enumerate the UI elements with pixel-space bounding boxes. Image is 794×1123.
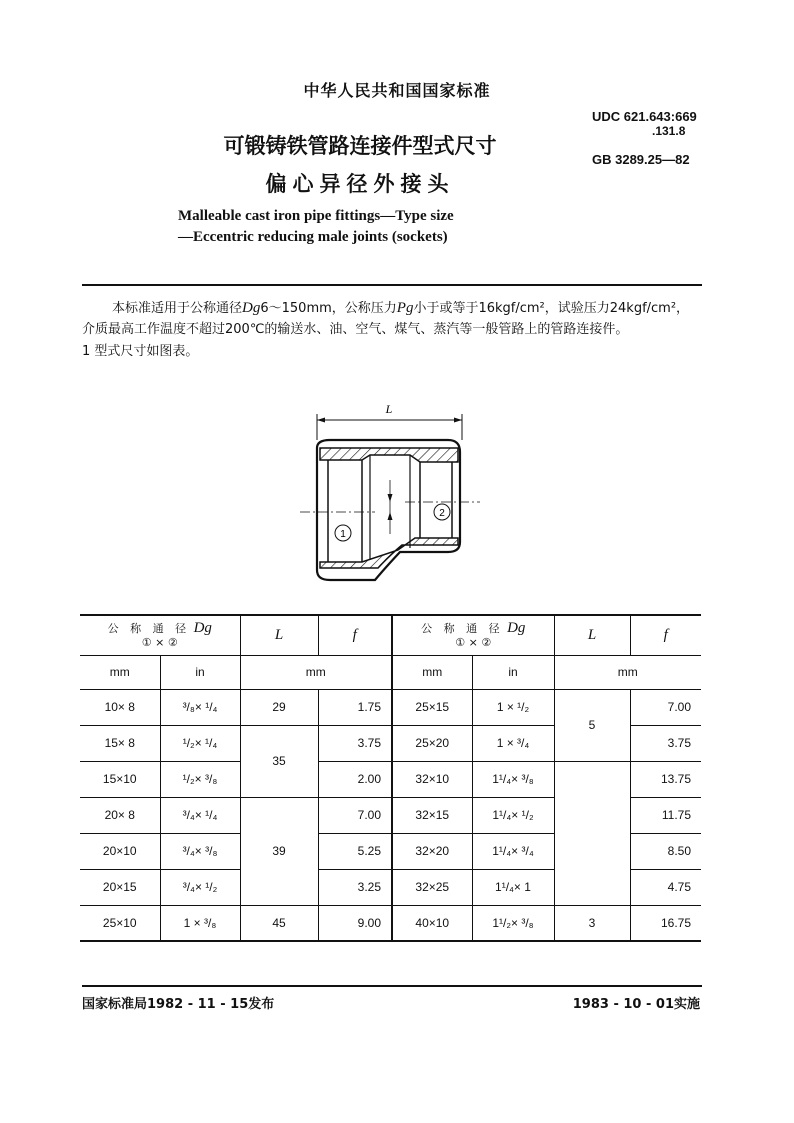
unit-in-left: in bbox=[160, 655, 240, 689]
cell-mm: 15×10 bbox=[80, 761, 160, 797]
cell-offset: 3.25 bbox=[318, 869, 392, 905]
header-length-left: L bbox=[240, 615, 318, 655]
header-nominal-diameter-right: 公 称 通 径 Dg ① × ② bbox=[392, 615, 554, 655]
cell-offset: 9.00 bbox=[318, 905, 392, 941]
footer-divider bbox=[82, 985, 702, 987]
cell-offset: 8.50 bbox=[667, 844, 691, 858]
fitting-drawing bbox=[290, 400, 490, 600]
eccentricity-arrow-bottom bbox=[388, 512, 393, 520]
cell-in: ¹/₂× ¹/₄ bbox=[160, 725, 240, 761]
issuing-organization: 中华人民共和国国家标准 bbox=[303, 81, 491, 100]
title-en-line1: Malleable cast iron pipe fittings—Type size bbox=[178, 208, 454, 224]
effective-date: 1983 - 10 - 01实施 bbox=[572, 997, 700, 1012]
pg-symbol: Pg bbox=[396, 300, 414, 316]
cell-mm: 20×15 bbox=[80, 869, 160, 905]
cell-mm: 10× 8 bbox=[80, 689, 160, 725]
dimension-table bbox=[80, 614, 701, 942]
cell-in: 1¹/₄× ¹/₂ bbox=[472, 797, 554, 833]
unit-mm-right: mm bbox=[392, 655, 472, 689]
table-row bbox=[80, 761, 701, 797]
eccentricity-arrow-top bbox=[388, 494, 393, 502]
scope-text-b: 6～150mm，公称压力 bbox=[260, 301, 397, 316]
title-zh-line1: 可锻铸铁管路连接件型式尺寸 bbox=[223, 134, 497, 158]
cell-offset: 5.25 bbox=[318, 833, 392, 869]
cell-offset: 3.75 bbox=[667, 736, 691, 750]
udc-code: UDC 621.643:669 bbox=[592, 109, 697, 124]
cell-in: 1¹/₄× ³/₈ bbox=[472, 761, 554, 797]
cell-length-merged bbox=[554, 761, 630, 905]
dimension-label-l: L bbox=[385, 402, 393, 416]
cell-offset: 1.75 bbox=[318, 689, 392, 725]
cell-in: ³/₄× ¹/₄ bbox=[160, 797, 240, 833]
cell-in: 1 × ³/₈ bbox=[160, 905, 240, 941]
cell-mm: 20× 8 bbox=[80, 797, 160, 833]
cell-in: 1¹/₄× ³/₄ bbox=[472, 833, 554, 869]
cell-offset: 3.75 bbox=[318, 725, 392, 761]
table-row bbox=[80, 905, 701, 941]
issue-date: 国家标准局1982 - 11 - 15发布 bbox=[82, 997, 275, 1012]
unit-in-right: in bbox=[472, 655, 554, 689]
cell-length: 3 bbox=[554, 905, 630, 941]
title-en-line2: —Eccentric reducing male joints (sockets) bbox=[178, 229, 448, 245]
gb-standard-number: GB 3289.25—82 bbox=[592, 152, 690, 167]
header-length-right: L bbox=[554, 615, 630, 655]
cell-length-merged: 35 bbox=[240, 725, 318, 797]
header-nominal-diameter-left: 公 称 通 径 Dg ① × ② bbox=[80, 615, 240, 655]
unit-mm-left: mm bbox=[80, 655, 160, 689]
cell-in: ¹/₂× ³/₈ bbox=[160, 761, 240, 797]
scope-text-a: 本标准适用于公称通径 bbox=[112, 301, 243, 316]
unit-mm2-left: mm bbox=[240, 655, 392, 689]
scope-text-c: 小于或等于16kgf/cm²，试验压力24kgf/cm²， bbox=[413, 301, 690, 316]
cell-mm: 32×25 bbox=[392, 869, 472, 905]
cell-offset: 2.00 bbox=[318, 761, 392, 797]
cell-offset: 13.75 bbox=[660, 772, 691, 786]
cell-mm: 15× 8 bbox=[80, 725, 160, 761]
dg-symbol: Dg bbox=[242, 300, 261, 316]
cell-offset: 4.75 bbox=[667, 880, 691, 894]
udc-code-continued: .131.8 bbox=[652, 124, 686, 138]
cell-mm: 32×10 bbox=[392, 761, 472, 797]
header-offset-left: f bbox=[318, 615, 392, 655]
scope-paragraph-line1 bbox=[112, 298, 689, 319]
cell-offset: 11.75 bbox=[661, 808, 691, 822]
cell-mm: 25×15 bbox=[392, 689, 472, 725]
cell-in: ³/₄× ¹/₂ bbox=[160, 869, 240, 905]
cell-offset: 16.75 bbox=[660, 915, 691, 930]
header-offset-right: f bbox=[663, 626, 668, 643]
cell-length-merged: 5 bbox=[554, 689, 630, 761]
cell-length: 29 bbox=[240, 689, 318, 725]
cell-in: ³/₈× ¹/₄ bbox=[160, 689, 240, 725]
title-zh-line2: 偏心异径外接头 bbox=[265, 172, 455, 196]
cell-mm: 20×10 bbox=[80, 833, 160, 869]
cell-offset: 7.00 bbox=[318, 797, 392, 833]
cell-mm: 25×20 bbox=[392, 725, 472, 761]
cell-offset: 7.00 bbox=[667, 700, 691, 714]
cell-in: ³/₄× ³/₈ bbox=[160, 833, 240, 869]
cell-mm: 32×20 bbox=[392, 833, 472, 869]
end-label-1: 1 bbox=[340, 529, 346, 540]
arrow-left bbox=[317, 418, 325, 423]
cell-mm: 40×10 bbox=[392, 905, 472, 941]
cell-in: 1¹/₄× 1 bbox=[472, 869, 554, 905]
cell-mm: 25×10 bbox=[80, 905, 160, 941]
arrow-right bbox=[454, 418, 462, 423]
table-header-row bbox=[80, 615, 701, 655]
cell-length-merged: 39 bbox=[240, 797, 318, 905]
top-wall-section bbox=[320, 448, 458, 462]
cell-in: 1 × ³/₄ bbox=[472, 725, 554, 761]
end-label-2: 2 bbox=[439, 508, 445, 519]
cell-mm: 32×15 bbox=[392, 797, 472, 833]
unit-mm2-right: mm bbox=[617, 665, 638, 679]
table-row bbox=[80, 689, 701, 725]
table-unit-row bbox=[80, 655, 701, 689]
header-divider bbox=[82, 284, 702, 286]
cell-in: 1 × ¹/₂ bbox=[472, 689, 554, 725]
cell-length: 45 bbox=[240, 905, 318, 941]
cell-in: 1¹/₂× ³/₈ bbox=[472, 905, 554, 941]
scope-paragraph-line2: 介质最高工作温度不超过200℃的输送水、油、空气、煤气、蒸汽等一般管路上的管路连接件。 bbox=[82, 322, 629, 337]
clause-1: 1 型式尺寸如图表。 bbox=[82, 344, 199, 359]
